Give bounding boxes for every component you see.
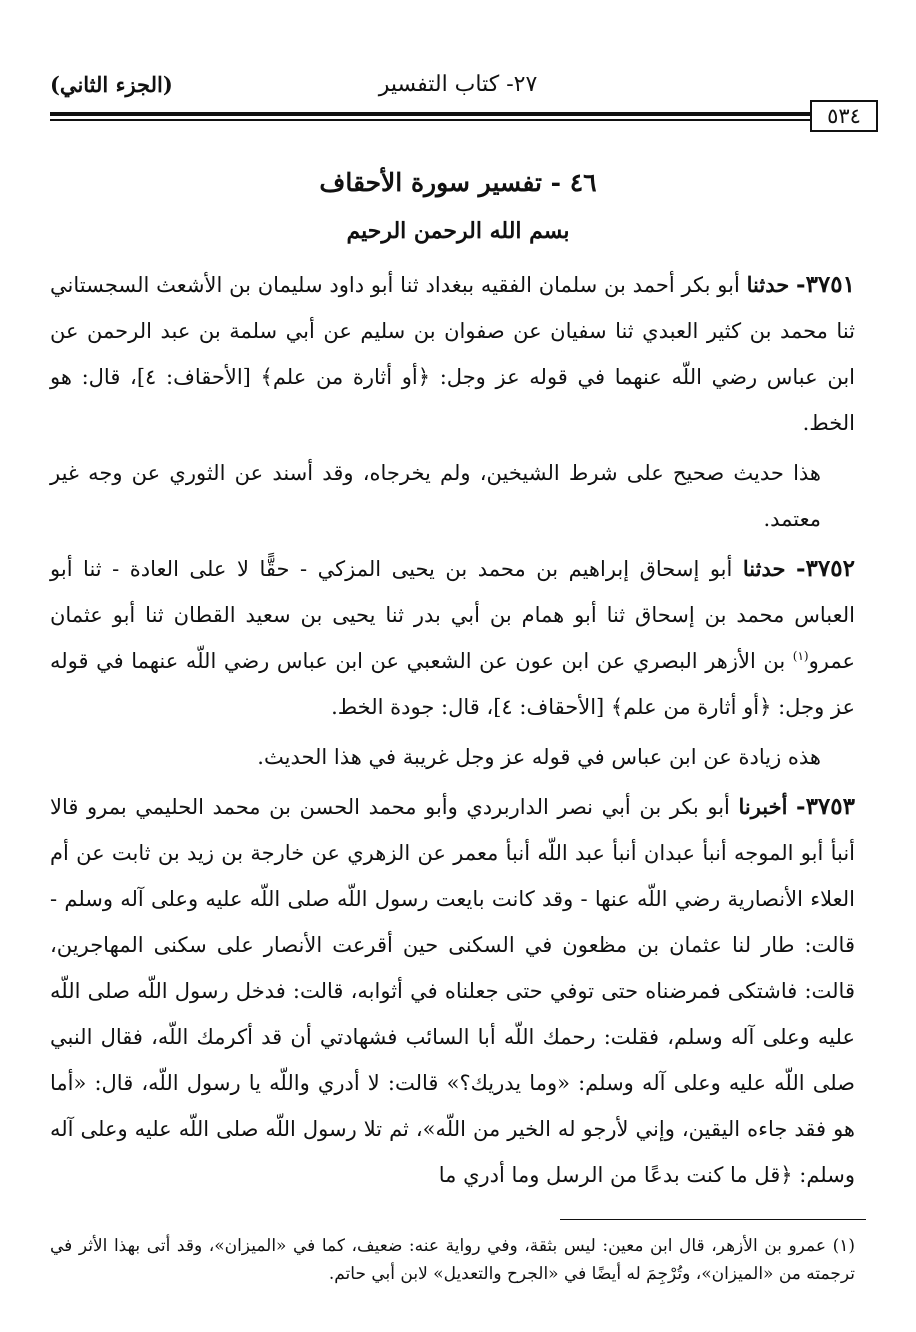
hadith-number: ٣٧٥٣- xyxy=(796,793,855,820)
hadith-3751 xyxy=(50,262,855,446)
commentary xyxy=(50,450,855,542)
hadith-text-cont: بن الأزهر البصري عن ابن عون عن الشعبي عن ابن عباس رضي اللّه عنهما في قوله عز وجل: ﴿أو أثارة من علم﴾ [الأحقاف: ٤]، قال: جودة الخط. xyxy=(50,649,855,719)
header-rule-thick xyxy=(50,112,866,116)
hadith-text: أبو إسحاق إبراهيم بن محمد بن يحيى المزكي - حقًّا لا على العادة - ثنا أبو العباس محمد بن إسحاق ثنا أبو همام بن أبي بدر ثنا يحيى بن سعيد القطان ثنا أبو عثمان عمرو xyxy=(50,557,855,673)
chapter-title: ٤٦ - تفسير سورة الأحقاف xyxy=(319,168,597,197)
hadith-number: ٣٧٥١- xyxy=(796,271,855,298)
page-number: ٥٣٤ xyxy=(810,100,878,132)
commentary-text: هذه زيادة عن ابن عباس في قوله عز وجل غريبة في هذا الحديث. xyxy=(257,745,821,769)
footnotes xyxy=(50,1232,855,1288)
footnote-separator xyxy=(560,1219,866,1220)
footnote-ref[interactable]: (١) xyxy=(792,649,809,663)
running-header xyxy=(50,72,866,102)
header-rule-thin xyxy=(50,119,866,121)
hadith-text: أبو بكر بن أبي نصر الداربردي وأبو محمد الحسن بن محمد الحليمي بمرو قالا أنبأ أبو الموجه أنبأ عبدان أنبأ عبد اللّه أنبأ معمر عن الزهري عن خارجة بن زيد بن ثابت عن أم العلاء الأنصارية رضي اللّه عنها - وقد كانت بايعت رسول اللّه صلى اللّه عليه وعلى آله وسلم - قالت: طار لنا عثمان بن مظعون في السكنى حين أقرعت الأنصار على سكنى المهاجرين، قالت: فاشتكى فمرضناه حتى توفي حتى جعلناه في أثوابه، قالت: فدخل رسول اللّه صلى اللّه عليه وعلى آله وسلم، فقلت: رحمك اللّه أبا السائب فشهادتي أن قد أكرمك اللّه، فقال النبي صلى اللّه عليه وعلى آله وسلم: «وما يدريك؟» قالت: لا أدري واللّه يا رسول اللّه، قال: «أما هو فقد جاءه اليقين، وإني لأرجو له الخير من اللّه»، ثم تلا رسول اللّه صلى اللّه عليه وعلى آله وسلم: ﴿قل ما كنت بدعًا من الرسل وما أدري ما xyxy=(50,795,855,1187)
hadith-text: أبو بكر أحمد بن سلمان الفقيه ببغداد ثنا أبو داود سليمان بن الأشعث السجستاني ثنا محمد بن كثير العبدي ثنا سفيان عن صفوان بن سليم عن أبي سلمة بن عبد الرحمن عن ابن عباس رضي اللّه عنهما في قوله عز وجل: ﴿أو أثارة من علم﴾ [الأحقاف: ٤]، قال: هو الخط. xyxy=(50,273,856,435)
main-text xyxy=(50,262,855,1198)
narration-keyword: حدثنا xyxy=(746,272,790,297)
basmala: بسم الله الرحمن الرحيم xyxy=(346,218,570,244)
narration-keyword: حدثنا xyxy=(742,556,786,581)
hadith-3753 xyxy=(50,784,855,1198)
commentary-text: هذا حديث صحيح على شرط الشيخين، ولم يخرجاه، وقد أسند عن الثوري عن وجه غير معتمد. xyxy=(50,461,821,531)
footnote-1: (١) عمرو بن الأزهر، قال ابن معين: ليس بثقة، وفي رواية عنه: ضعيف، كما في «الميزان»، وقد أتى بهذا الأثر في ترجمته من «الميزان»، وتُرْجِمَ له أيضًا في «الجرح والتعديل» لابن أبي حاتم. xyxy=(50,1236,855,1284)
volume-label: (الجزء الثاني) xyxy=(50,72,173,97)
hadith-number: ٣٧٥٢- xyxy=(796,555,855,582)
hadith-3752 xyxy=(50,546,855,730)
narration-keyword: أخبرنا xyxy=(738,794,788,819)
book-title: ٢٧- كتاب التفسير xyxy=(378,72,538,97)
commentary xyxy=(50,734,855,780)
